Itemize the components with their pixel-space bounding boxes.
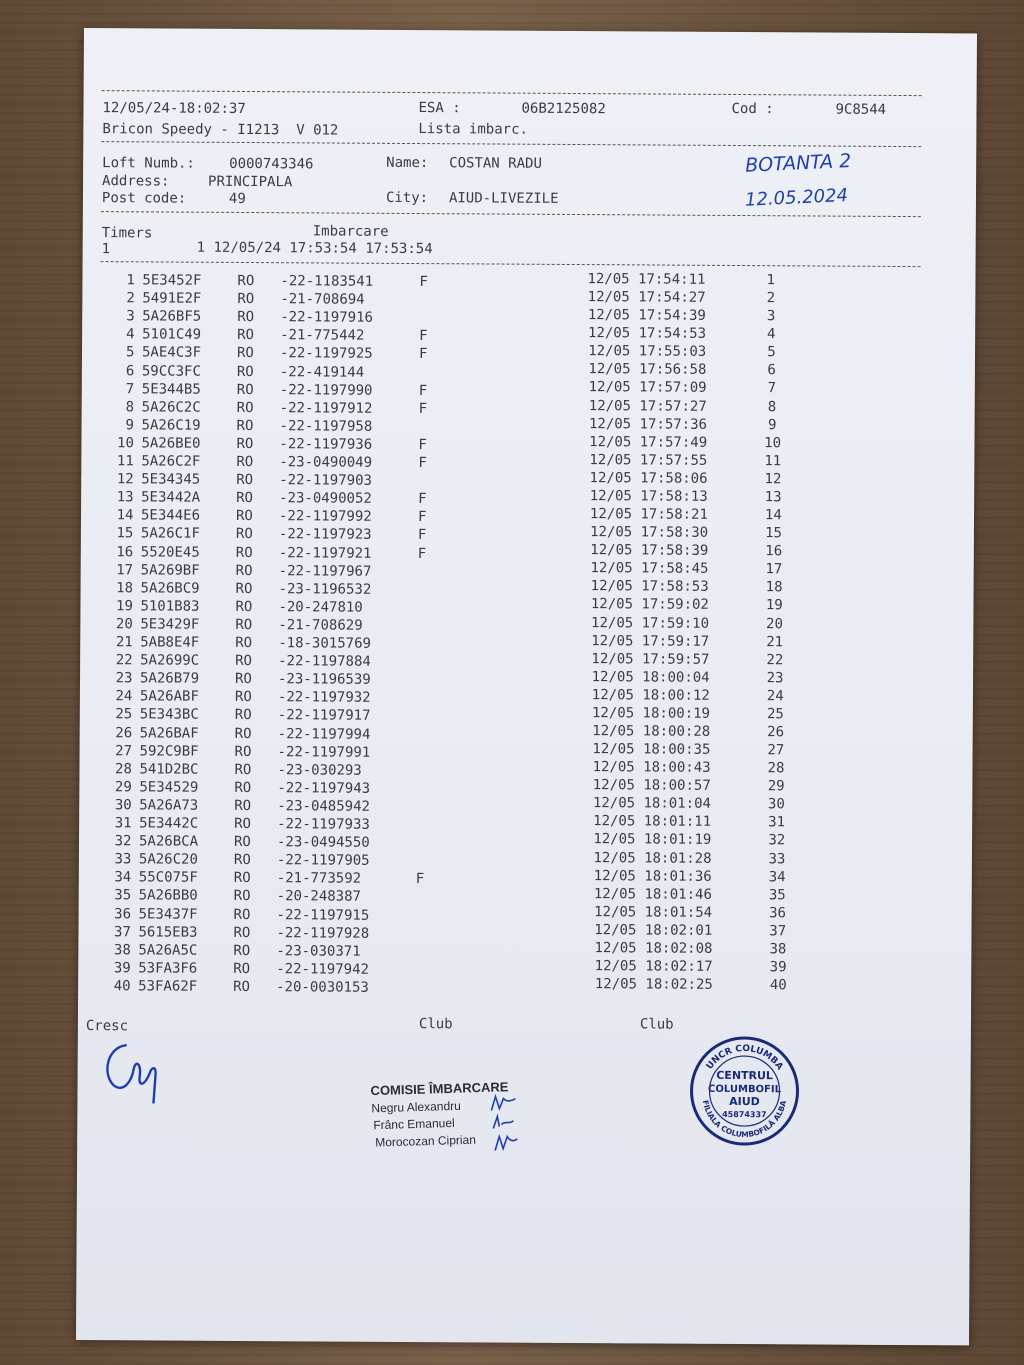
address-value: PRINCIPALA bbox=[208, 173, 293, 191]
chip-id: 5E34345 bbox=[141, 471, 201, 488]
address-label: Address: bbox=[102, 173, 170, 190]
chip-id: 5A26C20 bbox=[138, 851, 198, 868]
sequence-number: 31 bbox=[768, 814, 786, 831]
sequence-number: 17 bbox=[765, 561, 783, 578]
flag-marker: F bbox=[418, 382, 428, 399]
row-number: 4 bbox=[126, 326, 135, 343]
chip-id: 5E3429F bbox=[140, 616, 200, 633]
commission-member: Frânc Emanuel bbox=[373, 1115, 455, 1133]
arrival-time: 12/05 18:02:01 bbox=[594, 922, 713, 939]
divider bbox=[101, 141, 921, 147]
sequence-number: 1 bbox=[766, 272, 775, 289]
country-code: RO bbox=[237, 291, 255, 308]
country-code: RO bbox=[234, 689, 252, 706]
ring-number: -23-0490052 bbox=[279, 490, 372, 507]
row-number: 35 bbox=[114, 887, 132, 904]
sequence-number: 36 bbox=[769, 905, 787, 922]
row-number: 31 bbox=[114, 815, 132, 832]
ring-number: -20-247810 bbox=[278, 598, 363, 616]
cod-value: 9C8544 bbox=[835, 101, 887, 118]
country-code: RO bbox=[236, 363, 254, 380]
sequence-number: 40 bbox=[769, 977, 787, 994]
sequence-number: 10 bbox=[764, 434, 782, 451]
ring-number: -23-030293 bbox=[277, 761, 362, 779]
print-datetime: 12/05/24-18:02:37 bbox=[102, 100, 246, 117]
country-code: RO bbox=[236, 490, 254, 507]
ring-number: -22-1197917 bbox=[277, 707, 371, 725]
flag-marker: F bbox=[417, 527, 427, 544]
chip-id: 5E344B5 bbox=[141, 380, 201, 398]
chip-id: 5A26A73 bbox=[139, 797, 199, 814]
country-code: RO bbox=[236, 435, 254, 452]
country-code: RO bbox=[237, 272, 255, 290]
sequence-number: 18 bbox=[765, 579, 783, 596]
sequence-number: 16 bbox=[765, 543, 783, 560]
flag-marker: F bbox=[417, 509, 427, 526]
arrival-time: 12/05 17:58:30 bbox=[590, 524, 709, 541]
country-code: RO bbox=[237, 309, 255, 326]
chip-id: 5A269BF bbox=[140, 561, 200, 579]
sequence-number: 7 bbox=[767, 380, 777, 397]
ring-number: -22-1197905 bbox=[276, 852, 370, 869]
row-number: 17 bbox=[116, 561, 134, 578]
timer-index: 1 bbox=[101, 241, 111, 258]
row-number: 8 bbox=[125, 398, 135, 416]
chip-id: 5101C49 bbox=[142, 326, 202, 344]
arrival-time: 12/05 17:58:53 bbox=[590, 578, 709, 596]
stamp-number: 45874337 bbox=[722, 1109, 767, 1120]
chip-id: 53FA3F6 bbox=[138, 960, 198, 977]
country-code: RO bbox=[235, 544, 253, 561]
city-label: City: bbox=[385, 189, 429, 207]
arrival-time: 12/05 18:02:25 bbox=[594, 976, 713, 993]
device-info: Bricon Speedy - I1213 V 012 bbox=[102, 121, 339, 139]
imbarcare-label: Imbarcare bbox=[312, 223, 389, 240]
chip-id: 5E34529 bbox=[139, 779, 199, 796]
country-code: RO bbox=[233, 834, 251, 851]
sequence-number: 4 bbox=[766, 326, 776, 343]
arrival-time: 12/05 17:58:06 bbox=[589, 469, 708, 487]
arrival-time: 12/05 17:57:49 bbox=[589, 433, 708, 451]
arrival-time: 12/05 17:54:39 bbox=[587, 307, 706, 324]
row-number: 24 bbox=[115, 688, 133, 705]
arrival-time: 12/05 17:58:45 bbox=[590, 560, 709, 578]
sequence-number: 6 bbox=[767, 362, 776, 379]
arrival-time: 12/05 17:57:36 bbox=[588, 415, 708, 433]
ring-number: -22-1197992 bbox=[278, 508, 372, 526]
row-number: 23 bbox=[115, 670, 133, 687]
row-number: 3 bbox=[126, 308, 135, 325]
sequence-number: 8 bbox=[767, 398, 777, 415]
chip-id: 5A26BC9 bbox=[140, 580, 200, 597]
sequence-number: 30 bbox=[767, 796, 785, 813]
country-code: RO bbox=[233, 942, 251, 959]
chip-id: 5101B83 bbox=[140, 598, 200, 615]
row-number: 27 bbox=[115, 742, 133, 759]
sequence-number: 12 bbox=[764, 471, 782, 488]
stamp-line-2: COLUMBOFIL bbox=[708, 1083, 782, 1096]
sequence-number: 37 bbox=[769, 923, 787, 940]
chip-id: 5A26BAF bbox=[139, 724, 199, 742]
flag-marker: F bbox=[418, 455, 427, 472]
city-value: AIUD-LIVEZILE bbox=[448, 190, 559, 207]
chip-id: 5E343BC bbox=[139, 706, 199, 724]
flag-marker: F bbox=[418, 491, 427, 508]
country-code: RO bbox=[234, 779, 252, 796]
arrival-time: 12/05 17:58:13 bbox=[589, 488, 708, 505]
arrival-time: 12/05 17:58:39 bbox=[590, 542, 709, 560]
row-number: 1 bbox=[126, 272, 135, 289]
postcode-value: 49 bbox=[228, 190, 246, 207]
ring-number: -23-0494550 bbox=[276, 834, 370, 851]
sequence-number: 27 bbox=[767, 742, 785, 759]
ring-number: -20-248387 bbox=[276, 888, 362, 906]
ring-number: -23-1196532 bbox=[278, 580, 372, 598]
arrival-time: 12/05 17:57:27 bbox=[588, 397, 707, 415]
country-code: RO bbox=[233, 870, 251, 887]
row-number: 19 bbox=[116, 598, 133, 615]
timer-line: 1 12/05/24 17:53:54 17:53:54 bbox=[196, 239, 433, 258]
commission-initials bbox=[485, 1090, 535, 1156]
row-number: 21 bbox=[115, 634, 133, 651]
sequence-number: 39 bbox=[769, 959, 787, 976]
ring-number: -22-1197942 bbox=[276, 960, 370, 978]
esa-label: ESA : bbox=[418, 100, 461, 117]
country-code: RO bbox=[236, 472, 254, 489]
arrival-time: 12/05 18:00:43 bbox=[592, 759, 711, 776]
loft-value: 0000743346 bbox=[229, 155, 314, 173]
row-number: 18 bbox=[116, 579, 134, 596]
chip-id: 5491E2F bbox=[142, 290, 202, 307]
ring-number: -22-1197915 bbox=[276, 906, 370, 924]
row-number: 15 bbox=[116, 525, 134, 542]
ring-number: -22-1197990 bbox=[279, 381, 373, 399]
row-number: 39 bbox=[113, 959, 131, 977]
commission-title: COMISIE ÎMBARCARE bbox=[370, 1079, 509, 1099]
arrival-time: 12/05 18:00:04 bbox=[591, 668, 710, 686]
flag-marker: F bbox=[419, 328, 428, 345]
country-code: RO bbox=[235, 598, 253, 615]
country-code: RO bbox=[233, 960, 251, 977]
country-code: RO bbox=[235, 562, 253, 579]
row-number: 7 bbox=[125, 380, 135, 397]
row-number: 32 bbox=[114, 833, 132, 850]
sequence-number: 19 bbox=[765, 597, 783, 614]
row-number: 20 bbox=[115, 616, 133, 633]
arrival-time: 12/05 18:01:46 bbox=[593, 885, 712, 903]
ring-number: -22-1197903 bbox=[279, 472, 373, 489]
handwritten-location: BOTANTA 2 bbox=[744, 149, 852, 177]
arrival-time: 12/05 18:01:28 bbox=[593, 849, 712, 867]
country-code: RO bbox=[233, 888, 251, 905]
ring-number: -22-419144 bbox=[279, 363, 365, 381]
ring-number: -23-1196539 bbox=[277, 671, 371, 688]
row-number: 12 bbox=[116, 471, 134, 488]
chip-id: 5E3442A bbox=[141, 489, 201, 506]
stamp-line-3: AIUD bbox=[729, 1094, 760, 1109]
chip-id: 5E3442C bbox=[139, 815, 199, 832]
chip-id: 55C075F bbox=[138, 869, 198, 887]
sequence-number: 14 bbox=[764, 507, 782, 524]
chip-id: 5615EB3 bbox=[138, 923, 198, 941]
chip-id: 5E3452F bbox=[142, 272, 202, 289]
sequence-number: 20 bbox=[766, 615, 783, 632]
arrival-time: 12/05 17:55:03 bbox=[588, 343, 707, 361]
arrival-time: 12/05 17:57:09 bbox=[588, 379, 707, 397]
country-code: RO bbox=[234, 761, 252, 778]
divider bbox=[102, 90, 922, 96]
flag-marker: F bbox=[415, 871, 425, 888]
sequence-number: 35 bbox=[768, 886, 786, 904]
chip-id: 5A26BE0 bbox=[141, 435, 201, 452]
ring-number: -22-1197916 bbox=[280, 309, 374, 326]
country-code: RO bbox=[236, 345, 254, 362]
ring-number: -22-1197923 bbox=[278, 526, 372, 544]
arrival-time: 12/05 17:59:57 bbox=[591, 650, 710, 668]
row-number: 40 bbox=[113, 978, 131, 995]
country-code: RO bbox=[236, 453, 254, 471]
country-code: RO bbox=[234, 815, 252, 833]
sequence-number: 25 bbox=[766, 706, 784, 723]
row-number: 30 bbox=[114, 797, 132, 814]
chip-id: 5A2699C bbox=[140, 652, 200, 669]
row-number: 33 bbox=[114, 851, 132, 868]
arrival-time: 12/05 18:00:19 bbox=[591, 705, 711, 722]
flag-marker: F bbox=[419, 274, 428, 291]
chip-id: 592C9BF bbox=[139, 742, 199, 760]
country-code: RO bbox=[234, 725, 252, 742]
ring-number: -21-773592 bbox=[276, 870, 362, 888]
club-round-stamp bbox=[688, 1035, 801, 1148]
row-number: 14 bbox=[116, 507, 134, 524]
chip-id: 5A26ABF bbox=[139, 688, 199, 706]
row-number: 16 bbox=[116, 543, 134, 560]
country-code: RO bbox=[233, 924, 251, 941]
arrival-time: 12/05 18:00:12 bbox=[591, 686, 710, 704]
ring-number: -21-708694 bbox=[280, 291, 365, 308]
chip-id: 5A26BF5 bbox=[142, 308, 202, 325]
ring-number: -22-1197884 bbox=[278, 653, 371, 670]
row-number: 29 bbox=[114, 779, 132, 796]
sequence-number: 2 bbox=[766, 290, 776, 307]
country-code: RO bbox=[235, 616, 253, 633]
sequence-number: 22 bbox=[766, 651, 784, 668]
ring-number: -22-1197943 bbox=[277, 779, 371, 797]
ring-number: -21-708629 bbox=[278, 617, 363, 634]
breeder-label: Cresc bbox=[85, 1018, 129, 1035]
ring-number: -23-0485942 bbox=[277, 798, 371, 815]
row-number: 6 bbox=[125, 362, 135, 379]
timers-label: Timers bbox=[101, 225, 153, 242]
chip-id: 59CC3FC bbox=[141, 362, 201, 380]
country-code: RO bbox=[234, 743, 252, 760]
chip-id: 53FA62F bbox=[138, 978, 198, 995]
sequence-number: 13 bbox=[764, 489, 782, 506]
row-number: 36 bbox=[114, 905, 132, 922]
row-number: 13 bbox=[116, 489, 134, 506]
sequence-number: 24 bbox=[766, 688, 784, 705]
ring-number: -22-1197958 bbox=[279, 417, 373, 435]
chip-id: 5A26A5C bbox=[138, 942, 198, 959]
sequence-number: 21 bbox=[766, 633, 784, 650]
ring-number: -21-775442 bbox=[280, 327, 365, 345]
row-number: 26 bbox=[115, 724, 133, 741]
arrival-time: 12/05 17:56:58 bbox=[588, 361, 707, 379]
chip-id: 5AE4C3F bbox=[141, 344, 202, 362]
ring-number: -22-1197921 bbox=[278, 544, 372, 562]
arrival-time: 12/05 17:59:02 bbox=[590, 596, 709, 614]
ring-number: -20-0030153 bbox=[276, 979, 369, 996]
arrival-time: 12/05 18:00:35 bbox=[592, 741, 711, 758]
arrival-time: 12/05 18:01:11 bbox=[593, 813, 712, 831]
chip-id: 5A26C2C bbox=[141, 399, 201, 416]
country-code: RO bbox=[233, 852, 251, 869]
divider bbox=[101, 261, 921, 267]
ring-number: -22-1197991 bbox=[277, 743, 371, 761]
row-number: 28 bbox=[115, 760, 132, 777]
sequence-number: 38 bbox=[769, 941, 787, 958]
stamp-line-1: CENTRUL bbox=[716, 1068, 774, 1083]
sequence-number: 28 bbox=[767, 760, 785, 777]
chip-id: 5E344E6 bbox=[140, 507, 201, 525]
country-code: RO bbox=[235, 653, 253, 670]
stamp-ring-bottom: FILIALA COLUMBOFILĂ ALBA bbox=[700, 1099, 789, 1140]
row-number: 25 bbox=[115, 706, 133, 723]
commission-member: Morocozan Ciprian bbox=[375, 1132, 477, 1150]
ring-number: -23-0490049 bbox=[279, 454, 373, 471]
arrival-time: 12/05 17:54:53 bbox=[587, 325, 707, 343]
country-code: RO bbox=[236, 417, 254, 434]
list-title: Lista imbarc. bbox=[418, 121, 529, 138]
chip-id: 5A26BB0 bbox=[138, 887, 198, 905]
country-code: RO bbox=[234, 707, 252, 724]
breeder-signature bbox=[97, 1033, 187, 1104]
ring-number: -22-1197933 bbox=[277, 816, 370, 833]
handwritten-date: 12.05.2024 bbox=[744, 184, 849, 211]
divider bbox=[101, 211, 921, 217]
arrival-time: 12/05 17:59:17 bbox=[591, 632, 710, 650]
sequence-number: 29 bbox=[767, 778, 785, 795]
country-code: RO bbox=[236, 399, 254, 416]
chip-id: 5E3437F bbox=[138, 905, 198, 923]
sequence-number: 33 bbox=[768, 850, 786, 867]
cod-label: Cod : bbox=[731, 100, 774, 118]
flag-marker: F bbox=[418, 346, 428, 363]
stamp-ring-top: UNCR COLUMBA bbox=[704, 1043, 785, 1072]
row-number: 2 bbox=[126, 290, 135, 307]
row-number: 10 bbox=[117, 435, 134, 452]
ring-number: -22-1183541 bbox=[280, 273, 374, 290]
flag-marker: F bbox=[418, 436, 427, 453]
arrival-time: 12/05 18:02:17 bbox=[594, 958, 713, 975]
row-number: 9 bbox=[125, 417, 135, 434]
sequence-number: 5 bbox=[767, 344, 776, 361]
arrival-time: 12/05 18:01:19 bbox=[593, 831, 712, 849]
country-code: RO bbox=[233, 978, 251, 995]
loft-label: Loft Numb.: bbox=[102, 155, 195, 172]
row-number: 37 bbox=[114, 923, 131, 940]
club-label-2: Club bbox=[639, 1016, 674, 1033]
ring-number: -22-1197912 bbox=[279, 399, 373, 417]
row-number: 5 bbox=[125, 344, 135, 361]
country-code: RO bbox=[233, 906, 251, 923]
commission-member: Negru Alexandru bbox=[371, 1098, 461, 1116]
arrival-time: 12/05 18:01:04 bbox=[592, 795, 712, 813]
postcode-label: Post code: bbox=[101, 190, 187, 207]
arrival-time: 12/05 17:54:11 bbox=[587, 271, 706, 288]
arrival-time: 12/05 18:02:08 bbox=[594, 940, 713, 957]
country-code: RO bbox=[234, 671, 252, 688]
arrival-time: 12/05 17:54:27 bbox=[587, 289, 706, 306]
row-number: 34 bbox=[114, 869, 132, 886]
chip-id: 5AB8E4F bbox=[140, 634, 200, 651]
sequence-number: 26 bbox=[767, 724, 785, 741]
ring-number: -22-1197936 bbox=[279, 436, 373, 453]
sequence-number: 3 bbox=[766, 308, 776, 325]
row-number: 11 bbox=[116, 453, 134, 470]
ring-number: -23-030371 bbox=[276, 942, 361, 960]
arrival-time: 12/05 17:59:10 bbox=[591, 614, 710, 632]
country-code: RO bbox=[236, 381, 254, 398]
country-code: RO bbox=[237, 327, 255, 344]
country-code: RO bbox=[235, 634, 253, 652]
arrival-time: 12/05 18:00:57 bbox=[592, 777, 711, 795]
country-code: RO bbox=[235, 580, 253, 597]
sequence-number: 15 bbox=[765, 525, 783, 542]
chip-id: 541D2BC bbox=[139, 761, 199, 778]
esa-value: 06B2125082 bbox=[521, 100, 606, 118]
country-code: RO bbox=[235, 508, 253, 525]
row-number: 22 bbox=[115, 652, 133, 669]
arrival-time: 12/05 18:01:36 bbox=[593, 867, 712, 885]
printed-sheet bbox=[76, 28, 977, 1345]
flag-marker: F bbox=[418, 400, 428, 417]
ring-number: -22-1197932 bbox=[277, 689, 371, 707]
ring-number: -18-3015769 bbox=[278, 635, 372, 652]
ring-number: -22-1197928 bbox=[276, 924, 370, 942]
arrival-time: 12/05 18:00:28 bbox=[592, 723, 711, 740]
country-code: RO bbox=[235, 526, 253, 543]
chip-id: 5A26C2F bbox=[141, 453, 201, 470]
arrival-time: 12/05 17:57:55 bbox=[589, 451, 708, 469]
chip-id: 5A26C19 bbox=[141, 417, 201, 434]
sequence-number: 9 bbox=[767, 416, 777, 433]
sequence-number: 32 bbox=[768, 832, 786, 849]
name-value: COSTAN RADU bbox=[449, 155, 542, 172]
chip-id: 5A26BCA bbox=[138, 833, 199, 850]
arrival-time: 12/05 18:01:54 bbox=[594, 903, 713, 921]
ring-number: -22-1197925 bbox=[279, 345, 373, 363]
sequence-number: 11 bbox=[764, 452, 782, 470]
chip-id: 5520E45 bbox=[140, 543, 200, 561]
club-label-1: Club bbox=[418, 1016, 453, 1033]
sequence-number: 34 bbox=[768, 868, 786, 885]
country-code: RO bbox=[234, 797, 252, 814]
sequence-number: 23 bbox=[766, 669, 784, 687]
arrival-time: 12/05 17:58:21 bbox=[589, 506, 708, 523]
chip-id: 5A26C1F bbox=[140, 525, 200, 543]
flag-marker: F bbox=[417, 545, 427, 562]
name-label: Name: bbox=[386, 154, 429, 172]
ring-number: -22-1197994 bbox=[277, 725, 371, 743]
chip-id: 5A26B79 bbox=[139, 670, 200, 687]
row-number: 38 bbox=[113, 941, 131, 958]
ring-number: -22-1197967 bbox=[278, 562, 372, 580]
